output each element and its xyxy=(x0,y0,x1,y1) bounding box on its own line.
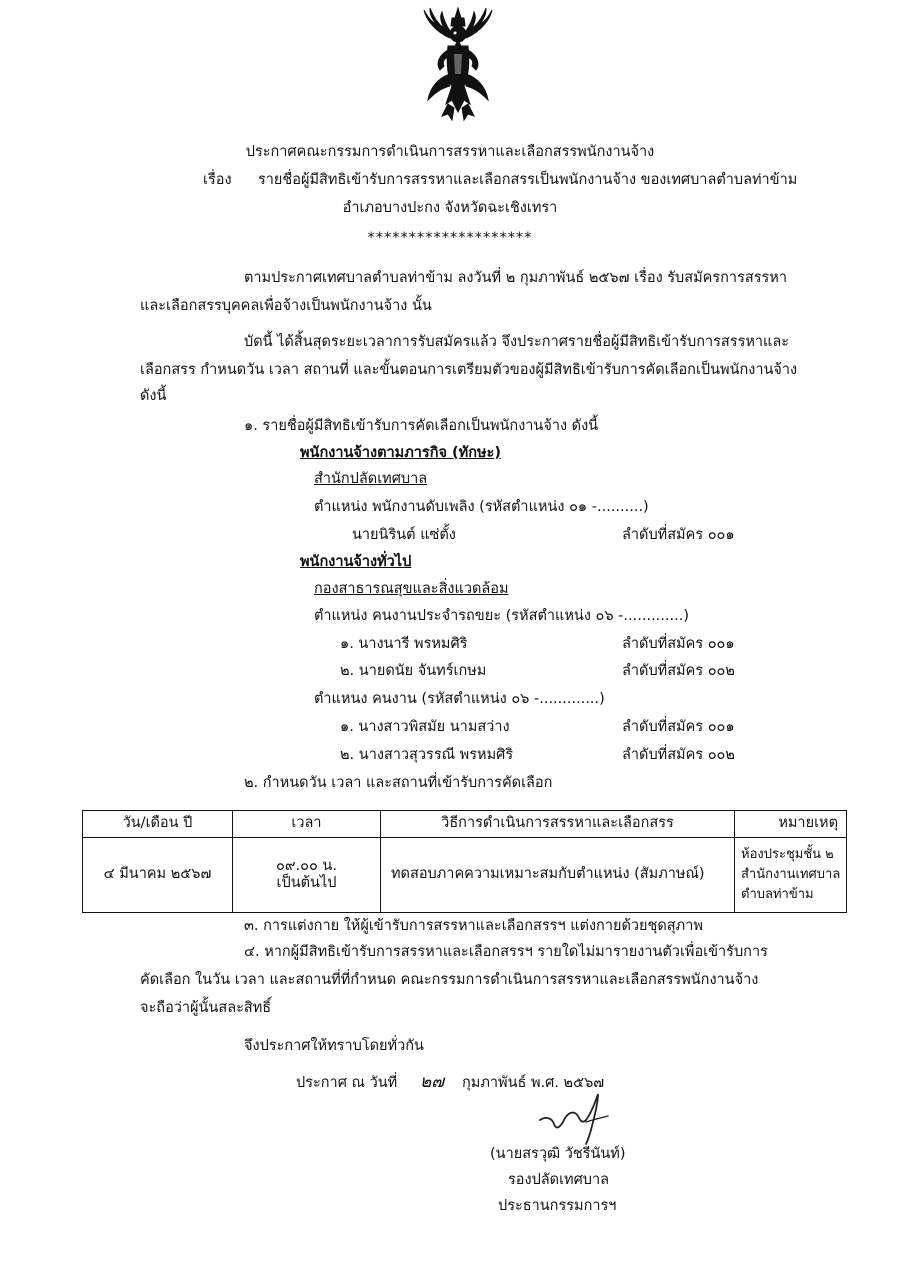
separator-stars: ******************** xyxy=(367,230,533,246)
subject-label: เรื่อง xyxy=(203,172,232,188)
paragraph-2-line-1: บัดนี้ ได้สิ้นสุดระยะเวลาการรับสมัครแล้ว จึงประกาศรายชื่อผู้มีสิทธิเข้ารับการสรรหาและ xyxy=(244,334,790,350)
item-1-heading: ๑. รายชื่อผู้มีสิทธิเข้ารับการคัดเลือกเป็นพนักงานจ้าง ดังนี้ xyxy=(244,418,599,434)
subject-text: รายชื่อผู้มีสิทธิเข้ารับการสรรหาและเลือกสรรเป็นพนักงานจ้าง ของเทศบาลตำบลท่าข้าม xyxy=(258,172,798,188)
location-line: อำเภอบางปะกง จังหวัดฉะเชิงเทรา xyxy=(342,200,558,216)
group-2-position-2-person-2: ๒. นางสาวสุวรรณี พรหมศิริ xyxy=(340,747,514,763)
cell-note-line-2: สำนักงานเทศบาล xyxy=(741,866,841,882)
item-2-heading: ๒. กำหนดวัน เวลา และสถานที่เข้ารับการคัดเลือก xyxy=(244,775,553,791)
cell-note-line-1: ห้องประชุมชั้น ๒ xyxy=(741,846,834,862)
signer-title-1: รองปลัดเทศบาล xyxy=(508,1172,610,1188)
signer-name: (นายสรวุฒิ วัชรีนันท์) xyxy=(490,1146,626,1162)
announce-date-suffix: กุมภาพันธ์ พ.ศ. ๒๕๖๗ xyxy=(462,1075,605,1091)
group-1-person-name: นายนิรินต์ แซ่ตั้ง xyxy=(352,527,456,543)
column-header-date: วัน/เดือน ปี xyxy=(83,811,233,838)
paragraph-2-line-2: เลือกสรร กำหนดวัน เวลา สถานที่ และขั้นตอนการเตรียมตัวของผู้มีสิทธิเข้ารับการคัดเลือกเป็นพนักงานจ้าง xyxy=(140,362,798,378)
announce-date-day: ๒๗ xyxy=(420,1072,444,1092)
item-4-line-2: คัดเลือก ในวัน เวลา และสถานที่ที่กำหนด คณะกรรมการดำเนินการสรรหาและเลือกสรรพนักงานจ้าง xyxy=(140,972,759,988)
cell-note xyxy=(735,838,847,913)
column-header-method: วิธีการดำเนินการสรรหาและเลือกสรร xyxy=(381,811,735,838)
garuda-emblem-icon xyxy=(418,4,498,124)
group-2-position-2-order-1: ลำดับที่สมัคร ๐๐๑ xyxy=(622,719,735,735)
group-2-office: กองสาธารณสุขและสิ่งแวดล้อม xyxy=(314,581,509,597)
announce-line: จึงประกาศให้ทราบโดยทั่วกัน xyxy=(244,1038,424,1054)
signer-title-2: ประธานกรรมการฯ xyxy=(498,1198,617,1214)
paragraph-1-line-2: และเลือกสรรบุคคลเพื่อจ้างเป็นพนักงานจ้าง นั้น xyxy=(140,298,432,314)
table-header-row xyxy=(83,811,847,838)
cell-time-line-1: ๐๙.๐๐ น. xyxy=(276,857,337,874)
group-2-position-1-person-2: ๒. นายดนัย จันทร์เกษม xyxy=(340,663,487,679)
cell-time xyxy=(233,838,381,913)
table-row xyxy=(83,838,847,913)
paragraph-1-line-1: ตามประกาศเทศบาลตำบลท่าข้าม ลงวันที่ ๒ กุมภาพันธ์ ๒๕๖๗ เรื่อง รับสมัครการสรรหา xyxy=(244,270,787,286)
group-2-position-2-person-1: ๑. นางสาวพิสมัย นามสว่าง xyxy=(340,719,510,735)
group-2-position-1-order-2: ลำดับที่สมัคร ๐๐๒ xyxy=(622,663,735,679)
group-2-position-1-person-1: ๑. นางนารี พรหมศิริ xyxy=(340,636,468,652)
group-1-position: ตำแหน่ง พนักงานดับเพลิง (รหัสตำแหน่ง ๐๑ -..........) xyxy=(314,499,649,515)
cell-time-line-2: เป็นต้นไป xyxy=(276,875,337,891)
cell-note-line-3: ตำบลท่าข้าม xyxy=(741,887,814,903)
announcement-title: ประกาศคณะกรรมการดำเนินการสรรหาและเลือกสรรพนักงานจ้าง xyxy=(245,144,655,160)
item-4-line-1: ๔. หากผู้มีสิทธิเข้ารับการสรรหาและเลือกสรรฯ รายใดไม่มารายงานตัวเพื่อเข้ารับการ xyxy=(244,944,768,960)
group-2-position-1-order-1: ลำดับที่สมัคร ๐๐๑ xyxy=(622,636,735,652)
group-2-position-2: ตำแหนง คนงาน (รหัสตำแหน่ง ๐๖ -.............) xyxy=(314,691,605,707)
paragraph-2-line-3: ดังนี้ xyxy=(140,388,167,404)
schedule-table xyxy=(82,810,847,913)
group-1-office: สำนักปลัดเทศบาล xyxy=(314,471,428,487)
announce-date-prefix: ประกาศ ณ วันที่ xyxy=(296,1075,398,1091)
signature-icon xyxy=(530,1090,630,1145)
group-1-person-order: ลำดับที่สมัคร ๐๐๑ xyxy=(622,527,735,543)
group-2-title: พนักงานจ้างทั่วไป xyxy=(300,554,412,570)
column-header-time: เวลา xyxy=(233,811,381,838)
item-4-line-3: จะถือว่าผู้นั้นสละสิทธิ์ xyxy=(140,1000,272,1016)
item-3-text: ๓. การแต่งกาย ให้ผู้เข้ารับการสรรหาและเลือกสรรฯ แต่งกายด้วยชุดสุภาพ xyxy=(244,918,703,934)
group-1-title: พนักงานจ้างตามภารกิจ (ทักษะ) xyxy=(300,445,501,461)
cell-date: ๔ มีนาคม ๒๕๖๗ xyxy=(83,838,233,913)
group-2-position-2-order-2: ลำดับที่สมัคร ๐๐๒ xyxy=(622,747,735,763)
column-header-note: หมายเหตุ xyxy=(735,811,847,838)
group-2-position-1: ตำแหน่ง คนงานประจำรถขยะ (รหัสตำแหน่ง ๐๖ -.............) xyxy=(314,608,689,624)
cell-method: ทดสอบภาคความเหมาะสมกับตำแหน่ง (สัมภาษณ์) xyxy=(381,838,735,913)
